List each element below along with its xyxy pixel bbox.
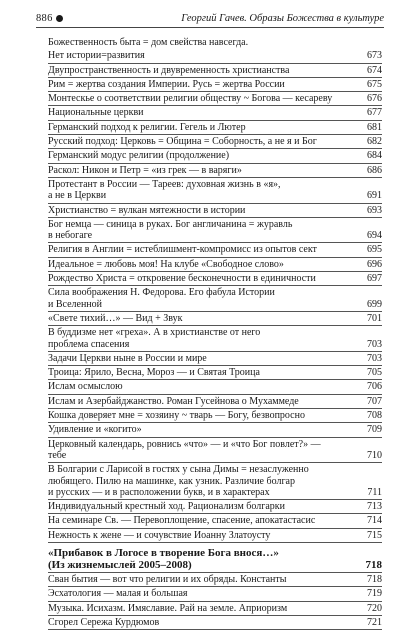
toc-entry bbox=[48, 135, 382, 149]
toc-entry bbox=[48, 529, 382, 543]
toc-entry bbox=[48, 49, 382, 63]
section-page: 718 bbox=[365, 558, 382, 571]
toc-entry bbox=[48, 573, 382, 587]
table-of-contents bbox=[48, 36, 382, 630]
toc-entry bbox=[48, 500, 382, 514]
toc-entry-title: Нет истории=развития bbox=[48, 50, 145, 62]
toc-entry-page: 709 bbox=[367, 424, 382, 436]
toc-entry-page: 675 bbox=[367, 78, 382, 90]
toc-entry bbox=[48, 258, 382, 272]
toc-entry bbox=[48, 514, 382, 528]
toc-entry-title: Музыка. Исихазм. Имяславие. Рай на земле. Априоризм bbox=[48, 602, 288, 614]
page-number: 886 bbox=[36, 12, 53, 24]
toc-entry-page: 705 bbox=[367, 367, 382, 379]
toc-entry-title: Национальные церкви bbox=[48, 107, 144, 119]
toc-entry-page: 714 bbox=[367, 515, 382, 527]
toc-entry-title: В буддизме нет «греха». А в христианстве от него проблема спасения bbox=[48, 327, 261, 350]
toc-entry-title: Германский подход к религии. Гегель и Лютер bbox=[48, 121, 246, 133]
toc-entry-title: Двупространственность и двувременность христианства bbox=[48, 64, 290, 76]
toc-entry-page: 708 bbox=[367, 410, 382, 422]
toc-entry-page: 710 bbox=[367, 449, 382, 461]
toc-entry-title: Эсхатология — малая и большая bbox=[48, 588, 188, 600]
toc-entry-page: 676 bbox=[367, 93, 382, 105]
toc-entry bbox=[48, 286, 382, 312]
toc-entry-title: «Свете тихий…» — Вид + Звук bbox=[48, 312, 183, 324]
toc-entry-title: Монтескье о соответствии религии обществу ~ Богова — кесареву bbox=[48, 93, 333, 105]
toc-entry-page: 721 bbox=[367, 616, 382, 628]
toc-entry-page: 677 bbox=[367, 107, 382, 119]
toc-entry bbox=[48, 463, 382, 500]
toc-entry-title: На семинаре Св. — Перевоплощение, спасение, апокатастасис bbox=[48, 515, 316, 527]
toc-entry bbox=[48, 204, 382, 218]
toc-entry bbox=[48, 438, 382, 464]
toc-entry bbox=[48, 149, 382, 163]
toc-entry bbox=[48, 602, 382, 616]
toc-entry-page: 674 bbox=[367, 64, 382, 76]
toc-entry-page: 703 bbox=[367, 338, 382, 350]
toc-entry-page: 681 bbox=[367, 121, 382, 133]
toc-entry-title: Задачи Церкви ныне в России и мире bbox=[48, 352, 207, 364]
running-header bbox=[36, 10, 384, 26]
toc-entry-page: 703 bbox=[367, 352, 382, 364]
toc-entry-title: Русский подход: Церковь = Община = Соборность, а не я и Бог bbox=[48, 136, 317, 148]
toc-entry bbox=[48, 121, 382, 135]
toc-entry-title: Троица: Ярило, Весна, Мороз — и Святая Троица bbox=[48, 367, 260, 379]
toc-entry-title: Рождество Христа = откровение бесконечности в единичности bbox=[48, 273, 316, 285]
bullet-icon bbox=[56, 15, 63, 22]
toc-entry-page: 695 bbox=[367, 244, 382, 256]
toc-entry bbox=[48, 36, 382, 49]
toc-entry bbox=[48, 92, 382, 106]
toc-entry-title: Христианство = вулкан мятежности в истории bbox=[48, 204, 246, 216]
toc-entry bbox=[48, 352, 382, 366]
toc-entry-page: 684 bbox=[367, 150, 382, 162]
toc-entry bbox=[48, 423, 382, 437]
toc-entry-title: Германский модус религии (продолжение) bbox=[48, 150, 230, 162]
toc-entry-title: Сгорел Сережа Курдюмов bbox=[48, 616, 160, 628]
toc-entry-page: 699 bbox=[367, 298, 382, 310]
toc-entry-page: 715 bbox=[367, 529, 382, 541]
toc-entry-title: Сван бытия — вот что религии и их обряды. Константы bbox=[48, 573, 287, 585]
toc-entry-title: Сила воображения Н. Федорова. Его фабула Истории и Вселенной bbox=[48, 287, 275, 310]
header-rule bbox=[36, 27, 384, 28]
toc-entry bbox=[48, 164, 382, 178]
toc-entry-page: 697 bbox=[367, 273, 382, 285]
toc-entry bbox=[48, 395, 382, 409]
toc-entry bbox=[48, 78, 382, 92]
toc-entry bbox=[48, 587, 382, 601]
toc-entry-title: Ислам осмыслою bbox=[48, 381, 123, 393]
toc-entry-page: 718 bbox=[367, 573, 382, 585]
toc-entry bbox=[48, 326, 382, 352]
toc-entry-title: Церковный календарь, ровнись «что» — и «что Бог повлет?» — тебе bbox=[48, 438, 321, 461]
toc-entry-page: 673 bbox=[367, 50, 382, 62]
toc-entry-title: Раскол: Никон и Петр = «из грек — в варяги» bbox=[48, 164, 242, 176]
toc-entry-title: Протестант в России — Тареев: духовная жизнь в «я», а не в Церкви bbox=[48, 178, 281, 202]
toc-entry-title: Религия в Англии = истеблишмент-компромисс из опытов сект bbox=[48, 244, 317, 256]
toc-entry-title: Нежность к жене — и сочувствие Иоанну Златоусту bbox=[48, 529, 271, 541]
toc-entry bbox=[48, 366, 382, 380]
toc-section-heading bbox=[48, 547, 382, 573]
toc-entry-page: 711 bbox=[367, 486, 382, 498]
toc-entry-title: Кошка доверяет мне = хозяину ~ тварь — Богу, безвопросно bbox=[48, 410, 305, 422]
toc-entry bbox=[48, 616, 382, 630]
toc-entry-page: 686 bbox=[367, 164, 382, 176]
toc-entry-page: 694 bbox=[367, 230, 382, 242]
toc-entry-page: 713 bbox=[367, 501, 382, 513]
toc-entry bbox=[48, 218, 382, 244]
toc-entry-page: 707 bbox=[367, 395, 382, 407]
toc-entry-page: 693 bbox=[367, 204, 382, 216]
toc-entry-page: 691 bbox=[367, 190, 382, 202]
toc-entry-title: Бог немца — синица в руках. Бог англичанина = журавль в небогаге bbox=[48, 218, 293, 242]
toc-entry bbox=[48, 178, 382, 204]
toc-entry-page: 682 bbox=[367, 136, 382, 148]
toc-entry bbox=[48, 409, 382, 423]
toc-entry bbox=[48, 243, 382, 257]
toc-entry-title: Удивление и «когито» bbox=[48, 424, 142, 436]
toc-entry-title: Рим = жертва создания Империи. Русь = жертва России bbox=[48, 78, 285, 90]
toc-entry bbox=[48, 312, 382, 326]
toc-entry-title: Ислам и Азербайджанство. Роман Гусейнова о Мухаммеде bbox=[48, 395, 299, 407]
toc-entry bbox=[48, 272, 382, 286]
toc-list bbox=[48, 36, 382, 543]
toc-entry-title: Индивидуальный крестный ход. Рационализм болгарки bbox=[48, 501, 285, 513]
toc-entry bbox=[48, 64, 382, 78]
toc-entry-page: 719 bbox=[367, 588, 382, 600]
running-title: Георгий Гачев. Образы Божества в культуре bbox=[181, 12, 384, 24]
toc-entry-title: Идеальное = любовь моя! На клубе «Свободное слово» bbox=[48, 258, 284, 270]
toc-entry bbox=[48, 380, 382, 394]
toc-entry-page: 701 bbox=[367, 312, 382, 324]
toc-entry-title: Божественность быта = дом свейства навсегда. bbox=[48, 37, 249, 48]
toc-entry-page: 720 bbox=[367, 602, 382, 614]
toc-entry-page: 696 bbox=[367, 258, 382, 270]
toc-entry-title: В Болгарии с Ларисой в гостях у сына Димы = незаслуженно любящего. Пилю на машинке, как узник. Различие болгар и русских — и в расположении букв, и в характерах bbox=[48, 464, 309, 498]
toc-entry bbox=[48, 106, 382, 120]
toc-entry-page: 706 bbox=[367, 381, 382, 393]
section-title: «Прибавок в Логосе в творение Бога внося…» (Из жизнемыслей 2005–2008) bbox=[48, 546, 279, 571]
